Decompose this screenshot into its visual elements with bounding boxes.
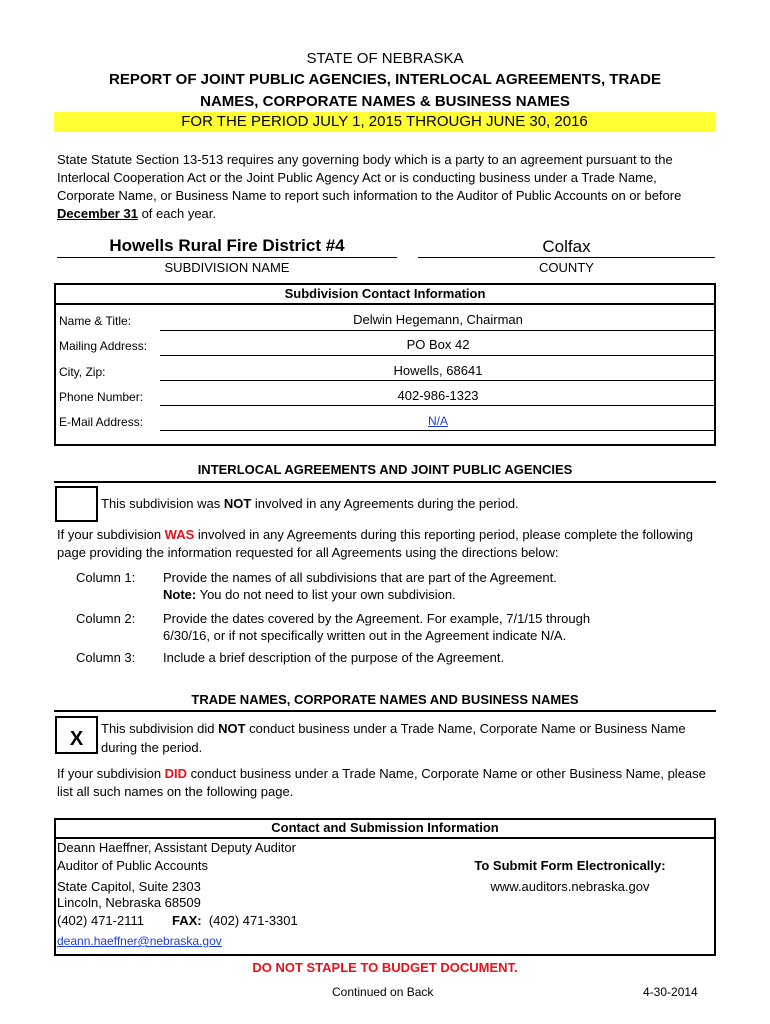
contact-value-phone: 402-986-1323 <box>397 388 479 403</box>
trade-if-did: DID <box>164 766 188 781</box>
trade-if-text: If your subdivision <box>57 766 165 781</box>
report-title-line1: REPORT OF JOINT PUBLIC AGENCIES, INTERLOCAL AGREEMENTS, TRADE <box>109 71 661 88</box>
trade-heading: TRADE NAMES, CORPORATE NAMES AND BUSINESS NAMES <box>191 692 579 707</box>
column2-text-2: 6/30/16, or if not specifically written out in the Agreement indicate N/A. <box>163 628 567 643</box>
column1-note-text: You do not need to list your own subdivision. <box>196 587 456 602</box>
interlocal-stmt-text-end: involved in any Agreements during the period. <box>251 496 519 511</box>
subdivision-name: Howells Rural Fire District #4 <box>109 236 345 255</box>
contact-line-address <box>160 355 716 356</box>
submission-phone-line <box>57 913 298 928</box>
submission-heading: Contact and Submission Information <box>271 820 499 835</box>
statute-intro <box>57 151 717 223</box>
contact-label-email: E-Mail Address: <box>59 415 144 429</box>
submission-office: Auditor of Public Accounts <box>57 858 209 873</box>
column2-label: Column 2: <box>76 611 136 626</box>
statute-text-end: of each year. <box>137 206 217 221</box>
interlocal-stmt-not: NOT <box>223 496 252 511</box>
continued-on-back: Continued on Back <box>332 985 434 999</box>
electronic-submit-label: To Submit Form Electronically: <box>474 858 666 873</box>
submission-phone: (402) 471-2111 <box>57 913 144 928</box>
contact-heading-divider <box>54 303 716 305</box>
interlocal-statement <box>101 496 519 511</box>
submission-heading-divider <box>54 837 716 839</box>
contact-line-cityzip <box>160 380 716 381</box>
column1-label: Column 1: <box>76 570 136 585</box>
interlocal-if-text-end: involved in any Agreements during this reporting period, please complete the following page providing the information requested for all Agreements using the directions below: <box>57 527 693 560</box>
contact-line-email <box>160 430 716 431</box>
reporting-period: FOR THE PERIOD JULY 1, 2015 THROUGH JUNE 30, 2016 <box>181 113 588 130</box>
interlocal-heading-rule <box>54 481 716 483</box>
trade-heading-rule <box>54 710 716 712</box>
trade-stmt-text: This subdivision did <box>101 721 219 736</box>
column3-label: Column 3: <box>76 650 136 665</box>
contact-value-email <box>160 414 716 428</box>
submission-contact-name: Deann Haeffner, Assistant Deputy Auditor <box>57 840 296 855</box>
subdivision-underline <box>57 257 397 258</box>
interlocal-checkbox[interactable] <box>55 486 98 522</box>
contact-value-address: PO Box 42 <box>406 337 470 352</box>
interlocal-if-was: WAS <box>164 527 195 542</box>
interlocal-instructions <box>57 526 722 562</box>
trade-if-text-end: conduct business under a Trade Name, Corporate Name or other Business Name, please list all such names on the following page. <box>57 766 706 799</box>
county-name: Colfax <box>542 237 591 256</box>
contact-line-phone <box>160 405 716 406</box>
interlocal-stmt-text: This subdivision was <box>101 496 224 511</box>
deadline-date: December 31 <box>57 206 138 221</box>
interlocal-if-text: If your subdivision <box>57 527 165 542</box>
submission-fax: (402) 471-3301 <box>208 913 298 928</box>
contact-line-name <box>160 330 716 331</box>
column2-text: Provide the dates covered by the Agreement. For example, 7/1/15 through <box>163 611 591 626</box>
contact-heading: Subdivision Contact Information <box>284 286 486 301</box>
trade-stmt-not: NOT <box>218 721 246 736</box>
submission-address1: State Capitol, Suite 2303 <box>57 879 201 894</box>
submission-email-link[interactable]: deann.haeffner@nebraska.gov <box>57 934 222 948</box>
email-link[interactable]: N/A <box>427 414 448 428</box>
subdivision-name-label: SUBDIVISION NAME <box>164 260 290 275</box>
statute-text: State Statute Section 13-513 requires any governing body which is a party to an agreement pursuant to the Interlocal Cooperation Act or the Joint Public Agency Act or is conducting business under a Trade Name, Corporate Name, or Business Name to report such information to the Auditor of Public Accounts on or before <box>57 152 682 203</box>
trade-checkbox[interactable]: X <box>55 716 98 754</box>
trade-statement <box>101 719 701 757</box>
submission-email-wrap <box>57 934 222 948</box>
electronic-submit-url[interactable]: www.auditors.nebraska.gov <box>490 879 650 894</box>
county-label: COUNTY <box>539 260 594 275</box>
column3-text: Include a brief description of the purpose of the Agreement. <box>163 650 505 665</box>
column1-text: Provide the names of all subdivisions that are part of the Agreement. <box>163 570 557 585</box>
contact-label-address: Mailing Address: <box>59 339 148 353</box>
column1-note-label: Note: <box>163 587 197 602</box>
report-title-line2: NAMES, CORPORATE NAMES & BUSINESS NAMES <box>200 93 570 110</box>
staple-warning: DO NOT STAPLE TO BUDGET DOCUMENT. <box>252 960 518 975</box>
state-title: STATE OF NEBRASKA <box>306 50 464 67</box>
column1-note <box>163 587 456 602</box>
submission-address2: Lincoln, Nebraska 68509 <box>57 895 201 910</box>
contact-label-phone: Phone Number: <box>59 390 144 404</box>
county-underline <box>418 257 715 258</box>
trade-stmt-text-end: conduct business under a Trade Name, Corporate Name or Business Name during the period. <box>101 721 686 755</box>
submission-fax-label: FAX: <box>171 913 202 928</box>
contact-label-name: Name & Title: <box>59 314 132 328</box>
contact-value-cityzip: Howells, 68641 <box>393 363 483 378</box>
form-revision-date: 4-30-2014 <box>643 985 698 999</box>
contact-label-cityzip: City, Zip: <box>59 365 106 379</box>
trade-instructions <box>57 765 722 801</box>
interlocal-heading: INTERLOCAL AGREEMENTS AND JOINT PUBLIC AGENCIES <box>197 462 573 477</box>
contact-value-name: Delwin Hegemann, Chairman <box>353 312 523 327</box>
